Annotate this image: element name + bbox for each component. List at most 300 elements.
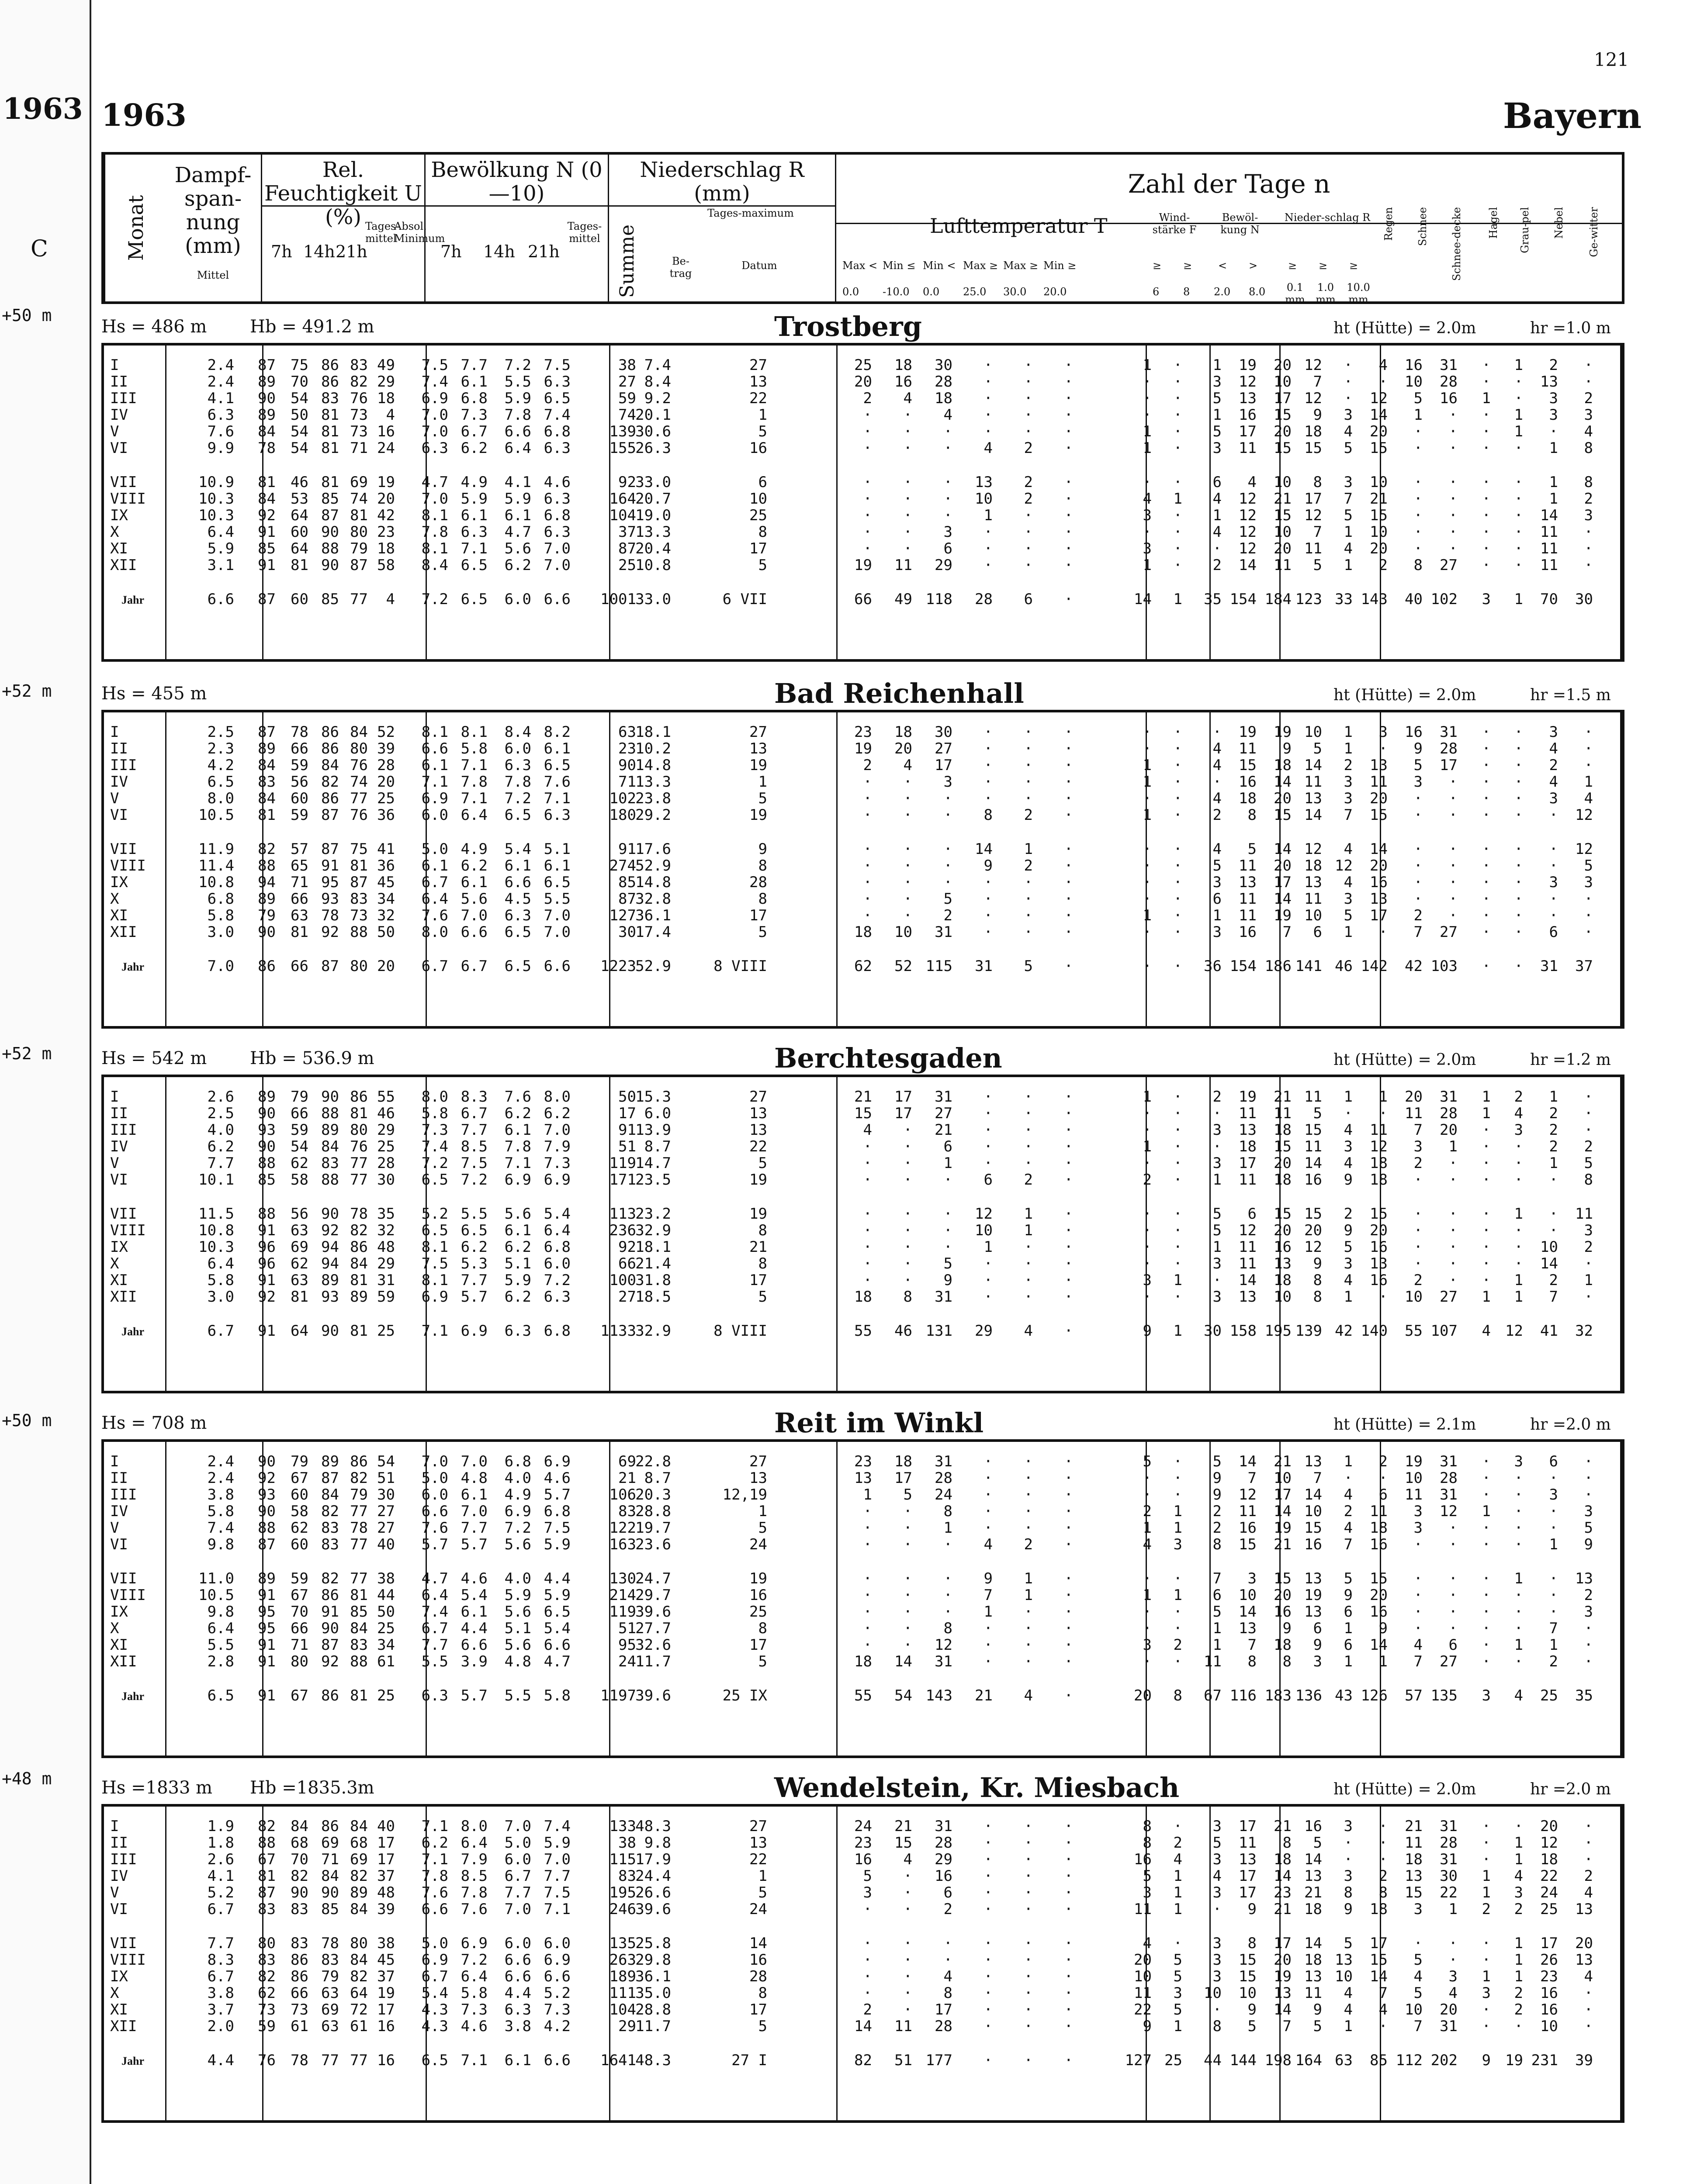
table-cell: · <box>1482 1570 1491 1587</box>
table-cell: 12 <box>1540 1834 1558 1852</box>
table-cell: 20 <box>1540 1818 1558 1835</box>
table-cell: · <box>1143 1154 1152 1172</box>
table-cell: 1 <box>1143 1088 1152 1106</box>
table-cell: · <box>984 757 993 774</box>
table-cell: 18 <box>1304 1951 1322 1969</box>
table-cell: 78 <box>321 907 339 924</box>
table-cell: 10 <box>1274 473 1292 491</box>
table-cell: · <box>984 540 993 557</box>
table-cell: · <box>1448 773 1458 791</box>
table-cell: 3.0 <box>207 1288 234 1306</box>
table-cell: · <box>984 740 993 757</box>
table-cell: · <box>1173 473 1182 491</box>
annual-cell: 43 <box>1335 1687 1353 1704</box>
month-label: VIII <box>110 857 146 874</box>
table-cell: 24 <box>618 1653 636 1670</box>
table-cell: 77 <box>350 790 368 807</box>
annual-cell: 177 <box>925 2052 952 2069</box>
table-cell: · <box>1064 1469 1073 1487</box>
table-cell: · <box>1584 540 1593 557</box>
table-cell: · <box>1584 523 1593 541</box>
annual-cell: 141 <box>1295 957 1322 975</box>
table-cell: · <box>863 1620 872 1637</box>
table-cell: 81 <box>258 1867 276 1885</box>
table-cell: 3 <box>1549 874 1558 891</box>
table-cell: · <box>1514 490 1523 508</box>
table-cell: 4.1 <box>207 390 234 407</box>
table-cell: · <box>903 874 912 891</box>
table-cell: · <box>1024 556 1033 574</box>
table-cell: · <box>903 1968 912 1985</box>
table-cell: · <box>1173 874 1182 891</box>
table-cell: 3 <box>1378 723 1388 741</box>
table-cell: 20 <box>1440 2001 1458 2018</box>
table-cell: 5 <box>1344 1570 1353 1587</box>
table-cell: 18.1 <box>635 1238 671 1256</box>
annual-cell: 1001 <box>600 591 636 608</box>
table-cell: 16 <box>1440 390 1458 407</box>
table-cell: · <box>863 874 872 891</box>
table-cell: 1 <box>1143 356 1152 374</box>
table-cell: 4 <box>1344 1984 1353 2002</box>
table-cell: 17 <box>1370 907 1388 924</box>
table-cell: 9 <box>1282 740 1292 757</box>
table-cell: 4 <box>1413 1968 1423 1985</box>
table-cell: 1 <box>1482 1288 1491 1306</box>
table-cell: 8 <box>943 1984 952 2002</box>
table-cell: 31 <box>935 923 952 941</box>
table-cell: 90 <box>321 523 339 541</box>
table-cell: · <box>943 840 952 858</box>
column-rule <box>1620 1807 1621 2120</box>
table-cell: 15 <box>1274 1570 1292 1587</box>
table-cell: · <box>1212 540 1222 557</box>
table-cell: · <box>1024 1867 1033 1885</box>
table-cell: 6.1 <box>544 857 571 874</box>
table-cell: · <box>1482 1171 1491 1189</box>
table-cell: · <box>1212 1138 1222 1155</box>
table-cell: · <box>1173 1453 1182 1470</box>
table-cell: 21 <box>935 1121 952 1139</box>
annual-cell: 32 <box>1575 1322 1593 1340</box>
table-cell: 3.8 <box>504 2018 531 2035</box>
table-cell: 31 <box>377 1272 395 1289</box>
annual-cell: 6.6 <box>544 2052 571 2069</box>
table-cell: 14 <box>1239 1603 1257 1621</box>
table-cell: 7.5 <box>461 1154 488 1172</box>
table-cell: 6.4 <box>504 439 531 457</box>
table-cell: 84 <box>350 1951 368 1969</box>
table-cell: · <box>1448 1255 1458 1272</box>
table-cell: 4.0 <box>504 1469 531 1487</box>
table-cell: 81 <box>291 923 308 941</box>
table-cell: · <box>1584 1984 1593 2002</box>
left-height-mark: +52 m <box>2 681 52 701</box>
annual-cell: 31 <box>1540 957 1558 975</box>
table-cell: 4.2 <box>207 757 234 774</box>
table-cell: 11 <box>1239 907 1257 924</box>
table-cell: 6.9 <box>421 1288 448 1306</box>
table-cell: 3.8 <box>207 1984 234 2002</box>
table-cell: · <box>1143 874 1152 891</box>
table-cell: · <box>1173 1205 1182 1223</box>
table-cell: 6.7 <box>461 1105 488 1122</box>
table-cell: · <box>1064 1851 1073 1868</box>
table-cell: 5.5 <box>461 1205 488 1223</box>
table-cell: · <box>1448 1171 1458 1189</box>
table-cell: · <box>984 1453 993 1470</box>
table-cell: 21 <box>1274 1901 1292 1918</box>
table-cell: 29.2 <box>635 806 671 824</box>
table-cell: 6.4 <box>421 1586 448 1604</box>
annual-cell: 64 <box>291 1322 308 1340</box>
table-cell: 7.7 <box>207 1154 234 1172</box>
table-cell: 13 <box>1239 1620 1257 1637</box>
table-cell: · <box>1024 923 1033 941</box>
table-cell: 82 <box>321 1570 339 1587</box>
table-cell: · <box>1173 356 1182 374</box>
table-cell: 2 <box>1212 806 1222 824</box>
table-cell: · <box>1584 1121 1593 1139</box>
table-cell: 91 <box>321 1603 339 1621</box>
table-cell: · <box>1173 790 1182 807</box>
table-cell: 6.4 <box>544 1222 571 1239</box>
annual-cell: 30 <box>1204 1322 1222 1340</box>
table-cell: · <box>984 1653 993 1670</box>
table-cell: · <box>863 1603 872 1621</box>
table-cell: 13 <box>749 1469 767 1487</box>
table-cell: 1 <box>1143 556 1152 574</box>
table-cell: 15 <box>1370 806 1388 824</box>
table-cell: · <box>943 1171 952 1189</box>
table-cell: 3 <box>1549 1486 1558 1503</box>
table-cell: · <box>1212 2001 1222 2018</box>
table-cell: · <box>1173 406 1182 424</box>
table-cell: · <box>1413 790 1423 807</box>
table-cell: 4.6 <box>544 1469 571 1487</box>
table-cell: · <box>1584 757 1593 774</box>
table-cell: 76 <box>350 1138 368 1155</box>
table-cell: · <box>903 773 912 791</box>
table-cell: 9 <box>1344 1171 1353 1189</box>
table-cell: 13 <box>1370 890 1388 908</box>
annual-cell: 103 <box>1430 957 1458 975</box>
table-cell: 5 <box>758 790 767 807</box>
table-cell: 59 <box>618 390 636 407</box>
table-cell: · <box>1549 1469 1558 1487</box>
table-cell: 127 <box>609 907 636 924</box>
table-cell: · <box>863 1205 872 1223</box>
table-cell: · <box>1064 390 1073 407</box>
table-cell: · <box>1173 740 1182 757</box>
table-cell: 20.7 <box>635 490 671 508</box>
table-cell: 17 <box>1239 1867 1257 1885</box>
table-cell: 16 <box>1405 356 1423 374</box>
table-cell: 6.2 <box>544 1105 571 1122</box>
table-cell: 19 <box>1239 356 1257 374</box>
table-cell: 24 <box>377 439 395 457</box>
table-cell: 7.8 <box>461 1884 488 1901</box>
table-cell: · <box>903 507 912 524</box>
table-cell: · <box>984 790 993 807</box>
annual-cell: 55 <box>854 1322 872 1340</box>
table-cell: 1 <box>1024 1586 1033 1604</box>
table-cell: 2 <box>1549 1138 1558 1155</box>
table-cell: · <box>1514 806 1523 824</box>
table-cell: · <box>1584 1653 1593 1670</box>
table-cell: 2 <box>1514 1901 1523 1918</box>
table-cell: 77 <box>350 1570 368 1587</box>
table-cell: · <box>1064 1867 1073 1885</box>
table-cell: 11 <box>1239 890 1257 908</box>
table-cell: 6.0 <box>504 1935 531 1952</box>
annual-cell: 87 <box>321 957 339 975</box>
table-cell: · <box>1549 1519 1558 1537</box>
table-cell: 11 <box>1239 439 1257 457</box>
table-cell: · <box>943 1935 952 1952</box>
table-cell: 17 <box>749 907 767 924</box>
table-cell: 82 <box>321 773 339 791</box>
table-cell: 29 <box>935 1851 952 1868</box>
header-feuchtigkeit: Rel. Feuchtigkeit U (%) <box>262 155 426 301</box>
table-cell: 13 <box>1274 1984 1292 2002</box>
table-cell: 9 <box>1212 1469 1222 1487</box>
table-cell: · <box>1024 1884 1033 1901</box>
table-cell: 6.3 <box>544 439 571 457</box>
month-label: VII <box>110 840 137 858</box>
table-cell: 40 <box>377 1536 395 1553</box>
table-cell: 8.5 <box>461 1138 488 1155</box>
table-cell: 16 <box>1304 1536 1322 1553</box>
table-cell: · <box>903 1255 912 1272</box>
table-cell: 15.3 <box>635 1088 671 1106</box>
table-cell: 100 <box>609 1272 636 1289</box>
table-cell: 13 <box>749 1834 767 1852</box>
table-cell: · <box>863 1951 872 1969</box>
table-cell: · <box>903 1503 912 1520</box>
table-cell: 4.7 <box>544 1653 571 1670</box>
table-cell: · <box>1173 507 1182 524</box>
table-cell: · <box>1482 1138 1491 1155</box>
table-cell: 65 <box>291 857 308 874</box>
table-cell: 7.8 <box>421 1867 448 1885</box>
table-cell: 24.4 <box>635 1867 671 1885</box>
table-cell: 13 <box>1304 1603 1322 1621</box>
table-cell: 11 <box>1370 773 1388 791</box>
table-cell: 8 <box>1282 1653 1292 1670</box>
table-cell: 2 <box>1173 1834 1182 1852</box>
table-cell: 16 <box>1239 773 1257 791</box>
table-cell: · <box>984 556 993 574</box>
table-cell: · <box>1378 1851 1388 1868</box>
table-cell: 7.0 <box>504 1818 531 1835</box>
table-cell: 1 <box>1143 907 1152 924</box>
table-cell: 9.8 <box>207 1603 234 1621</box>
table-cell: · <box>1173 1088 1182 1106</box>
station-hb: Hb =1835.3m <box>250 1778 374 1798</box>
table-cell: 11 <box>1540 523 1558 541</box>
table-cell: 4 <box>1344 874 1353 891</box>
table-cell: · <box>1514 523 1523 541</box>
table-cell: 15 <box>1370 1205 1388 1223</box>
month-label: VIII <box>110 1586 146 1604</box>
table-cell: 81 <box>350 1105 368 1122</box>
table-cell: 7.0 <box>504 1901 531 1918</box>
table-cell: · <box>984 1503 993 1520</box>
table-cell: · <box>1482 1586 1491 1604</box>
table-cell: 20 <box>1370 423 1388 440</box>
table-cell: 3 <box>1549 406 1558 424</box>
table-cell: · <box>863 1586 872 1604</box>
table-cell: · <box>863 1570 872 1587</box>
table-cell: 27 <box>935 1105 952 1122</box>
table-cell: 64 <box>350 1984 368 2002</box>
table-cell: · <box>863 1968 872 1985</box>
table-cell: 95 <box>618 1636 636 1654</box>
table-cell: 20.4 <box>635 540 671 557</box>
table-cell: 15 <box>1239 1951 1257 1969</box>
table-cell: · <box>1482 1935 1491 1952</box>
table-cell: 16 <box>1370 1603 1388 1621</box>
table-cell: 16 <box>1274 1238 1292 1256</box>
table-cell: · <box>984 406 993 424</box>
annual-cell: 28 <box>975 591 993 608</box>
table-cell: 1 <box>1514 1570 1523 1587</box>
table-cell: 6.8 <box>544 423 571 440</box>
table-cell: 18 <box>1274 1272 1292 1289</box>
table-cell: 14 <box>1274 773 1292 791</box>
table-cell: 80 <box>350 1935 368 1952</box>
table-cell: 7.4 <box>207 1519 234 1537</box>
table-cell: 86 <box>321 790 339 807</box>
table-cell: · <box>1064 2001 1073 2018</box>
table-cell: 24 <box>935 1486 952 1503</box>
table-cell: 9.8 <box>207 1536 234 1553</box>
table-cell: 82 <box>350 1867 368 1885</box>
month-label: III <box>110 1121 137 1139</box>
table-cell: 7 <box>1549 1620 1558 1637</box>
table-cell: 5 <box>1313 740 1322 757</box>
annual-cell: 112 <box>1396 2052 1423 2069</box>
table-cell: 21 <box>1274 1453 1292 1470</box>
table-cell: 2 <box>1584 1867 1593 1885</box>
table-cell: · <box>1378 1469 1388 1487</box>
table-cell: 102 <box>609 790 636 807</box>
table-cell: 10.1 <box>198 1171 234 1189</box>
annual-cell: 4 <box>1024 1322 1033 1340</box>
table-cell: · <box>863 1238 872 1256</box>
table-cell: · <box>903 1171 912 1189</box>
table-cell: · <box>984 1121 993 1139</box>
table-cell: 26.3 <box>635 439 671 457</box>
table-cell: 1 <box>1482 1088 1491 1106</box>
table-cell: 6.2 <box>504 1288 531 1306</box>
table-cell: · <box>984 2001 993 2018</box>
table-cell: · <box>1482 1255 1491 1272</box>
table-cell: 15 <box>1274 1205 1292 1223</box>
table-cell: 19 <box>749 1570 767 1587</box>
table-cell: 17 <box>749 540 767 557</box>
table-cell: · <box>1482 1121 1491 1139</box>
table-cell: 6.3 <box>504 757 531 774</box>
table-cell: 5 <box>1344 1935 1353 1952</box>
table-cell: · <box>1173 1469 1182 1487</box>
table-cell: 17 <box>1304 490 1322 508</box>
table-cell: 7.0 <box>421 406 448 424</box>
table-cell: 56 <box>291 773 308 791</box>
table-cell: 16 <box>1370 1272 1388 1289</box>
table-cell: · <box>1448 1222 1458 1239</box>
table-cell: · <box>1024 1968 1033 1985</box>
column-rule <box>1620 712 1621 1026</box>
table-cell: · <box>1143 1105 1152 1122</box>
table-cell: 5 <box>758 1653 767 1670</box>
table-cell: 86 <box>321 373 339 390</box>
table-cell: 8.3 <box>207 1951 234 1969</box>
table-cell: 6.9 <box>461 1935 488 1952</box>
table-cell: 8 <box>1313 473 1322 491</box>
table-cell: 11.7 <box>635 1653 671 1670</box>
table-cell: 6 <box>1247 1205 1257 1223</box>
table-cell: · <box>984 523 993 541</box>
table-cell: 2 <box>1173 1636 1182 1654</box>
table-cell: 10.8 <box>198 874 234 891</box>
table-cell: 69 <box>321 1834 339 1852</box>
annual-cell: 21 <box>975 1687 993 1704</box>
table-cell: 4 <box>903 757 912 774</box>
table-cell: · <box>1584 1088 1593 1106</box>
table-cell: 6.0 <box>504 1851 531 1868</box>
table-cell: 1 <box>1024 1570 1033 1587</box>
table-cell: 4 <box>1448 1984 1458 2002</box>
table-cell: 5.4 <box>461 1586 488 1604</box>
table-cell: 5.2 <box>421 1205 448 1223</box>
table-cell: 20 <box>1274 790 1292 807</box>
annual-cell: 12 <box>1505 1322 1523 1340</box>
table-cell: · <box>1514 1536 1523 1553</box>
table-cell: 62 <box>258 1984 276 2002</box>
table-cell: 14 <box>854 2018 872 2035</box>
table-cell: · <box>984 1935 993 1952</box>
month-label: XII <box>110 556 137 574</box>
table-cell: 6.2 <box>504 556 531 574</box>
table-cell: · <box>1024 1636 1033 1654</box>
table-cell: 1 <box>1514 1288 1523 1306</box>
table-cell: 2 <box>1344 757 1353 774</box>
annual-cell: 25 <box>1540 1687 1558 1704</box>
table-cell: 66 <box>291 1620 308 1637</box>
annual-cell: 143 <box>925 1687 952 1704</box>
table-cell: 63 <box>291 1222 308 1239</box>
table-cell: · <box>1514 1154 1523 1172</box>
table-cell: 6.6 <box>504 874 531 891</box>
annual-cell: 6 VII <box>722 591 767 608</box>
table-cell: 16 <box>1134 1851 1152 1868</box>
table-cell: · <box>1514 1171 1523 1189</box>
table-cell: 7.1 <box>461 757 488 774</box>
table-cell: 4.1 <box>504 473 531 491</box>
table-cell: 23.6 <box>635 1536 671 1553</box>
table-cell: 5 <box>1212 1205 1222 1223</box>
table-cell: 195 <box>609 1884 636 1901</box>
table-cell: 34 <box>377 1636 395 1654</box>
table-cell: 1 <box>1549 1088 1558 1106</box>
region-title: Bayern <box>1503 95 1642 136</box>
table-cell: 13 <box>1540 373 1558 390</box>
table-cell: 4 <box>1584 1884 1593 1901</box>
annual-cell: 107 <box>1430 1322 1458 1340</box>
annual-cell: 9 <box>1143 1322 1152 1340</box>
